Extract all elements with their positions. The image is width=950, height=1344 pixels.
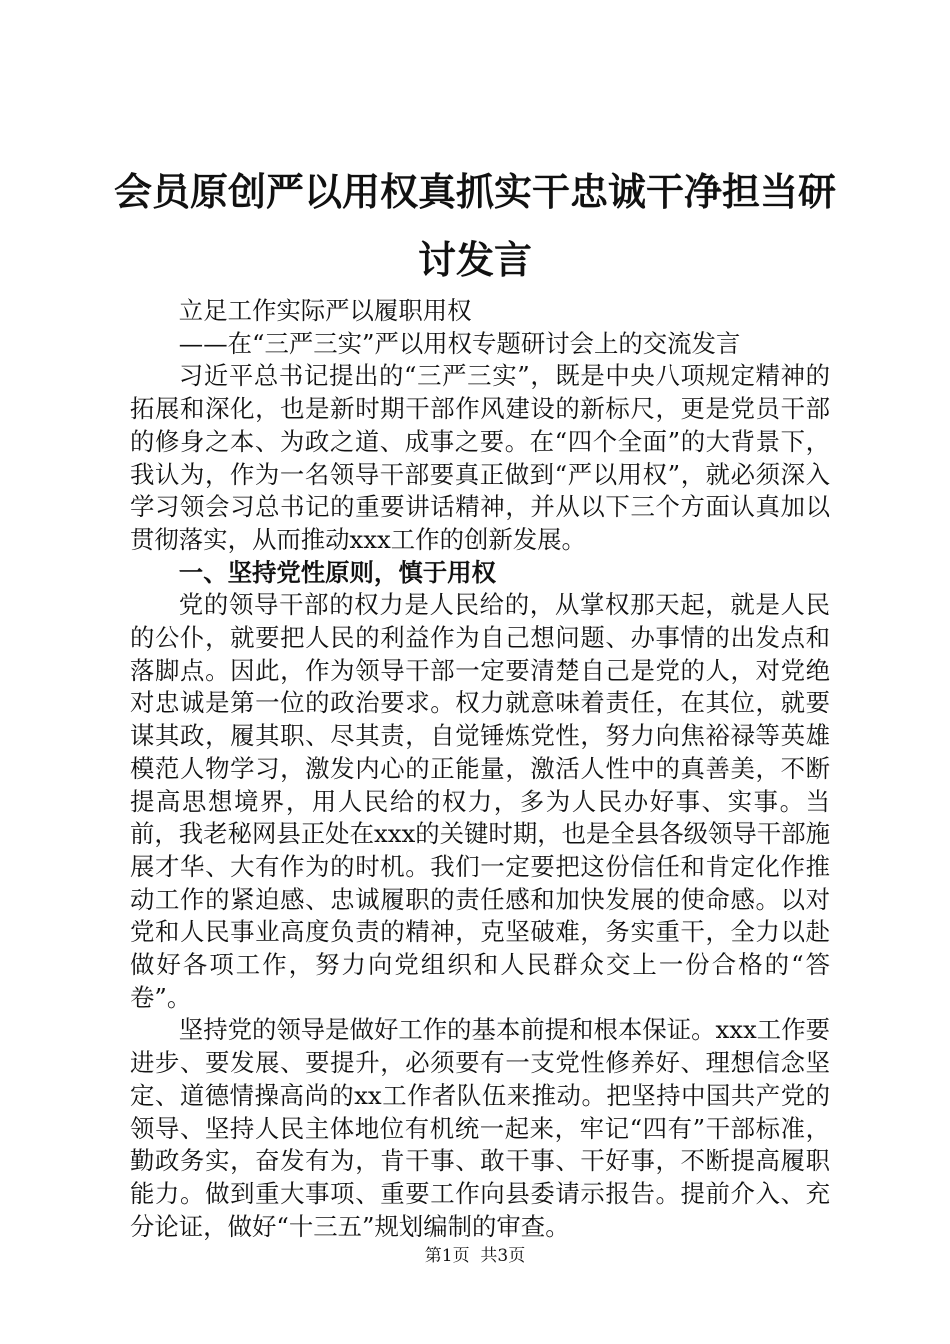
page-number: 第1页 共3页 xyxy=(424,1246,526,1266)
body-paragraph: 习近平总书记提出的“三严三实”，既是中央八项规定精神的拓展和深化，也是新时期干部作风建设的新标尺，更是党员干部的修身之本、为政之道、成事之要。在“四个全面”的大背景下，我认为，作为一名领导干部要真正做到“严以用权”，就必须深入学习领会习总书记的重要讲话精神，并从以下三个方面认真加以贯彻落实，从而推动xxx工作的创新发展。 xyxy=(130,361,830,554)
body-paragraph: 党的领导干部的权力是人民给的，从掌权那天起，就是人民的公仆，就要把人民的利益作为自己想问题、办事情的出发点和落脚点。因此，作为领导干部一定要清楚自己是党的人，对党绝对忠诚是第一位的政治要求。权力就意味着责任，在其位，就要谋其政，履其职、尽其责，自觉锤炼党性，努力向焦裕禄等英雄模范人物学习，激发内心的正能量，激活人性中的真善美，不断提高思想境界，用人民给的权力，多为人民办好事、实事。当前，我老秘网县正处在xxx的关键时期，也是全县各级领导干部施展才华、大有作为的时机。我们一定要把这份信任和肯定化作推动工作的紧迫感、忠诚履职的责任感和加快发展的使命感。以对党和人民事业高度负责的精神，克坚破难，务实重干，全力以赴做好各项工作，努力向党组织和人民群众交上一份合格的“答卷”。 xyxy=(130,590,830,1012)
body-paragraph: 坚持党的领导是做好工作的基本前提和根本保证。xxx工作要进步、要发展、要提升，必须要有一支党性修养好、理想信念坚定、道德情操高尚的xx工作者队伍来推动。把坚持中国共产党的领导、坚持人民主体地位有机统一起来，牢记“四有”干部标准，勤政务实，奋发有为，肯干事、敢干事、干好事，不断提高履职能力。做到重大事项、重要工作向县委请示报告。提前介入、充分论证，做好“十三五”规划编制的审查。 xyxy=(130,1015,830,1241)
subtitle-line: 立足工作实际严以履职用权 xyxy=(178,296,472,325)
page-title: 会员原创严以用权真抓实干忠诚干净担当研讨发言 xyxy=(113,169,836,282)
page-footer xyxy=(0,1244,950,1268)
subtitle-occasion-line: ——在“三严三实”严以用权专题研讨会上的交流发言 xyxy=(178,328,741,358)
section-heading: 一、坚持党性原则，慎于用权 xyxy=(178,557,496,587)
document-body xyxy=(130,295,830,1243)
